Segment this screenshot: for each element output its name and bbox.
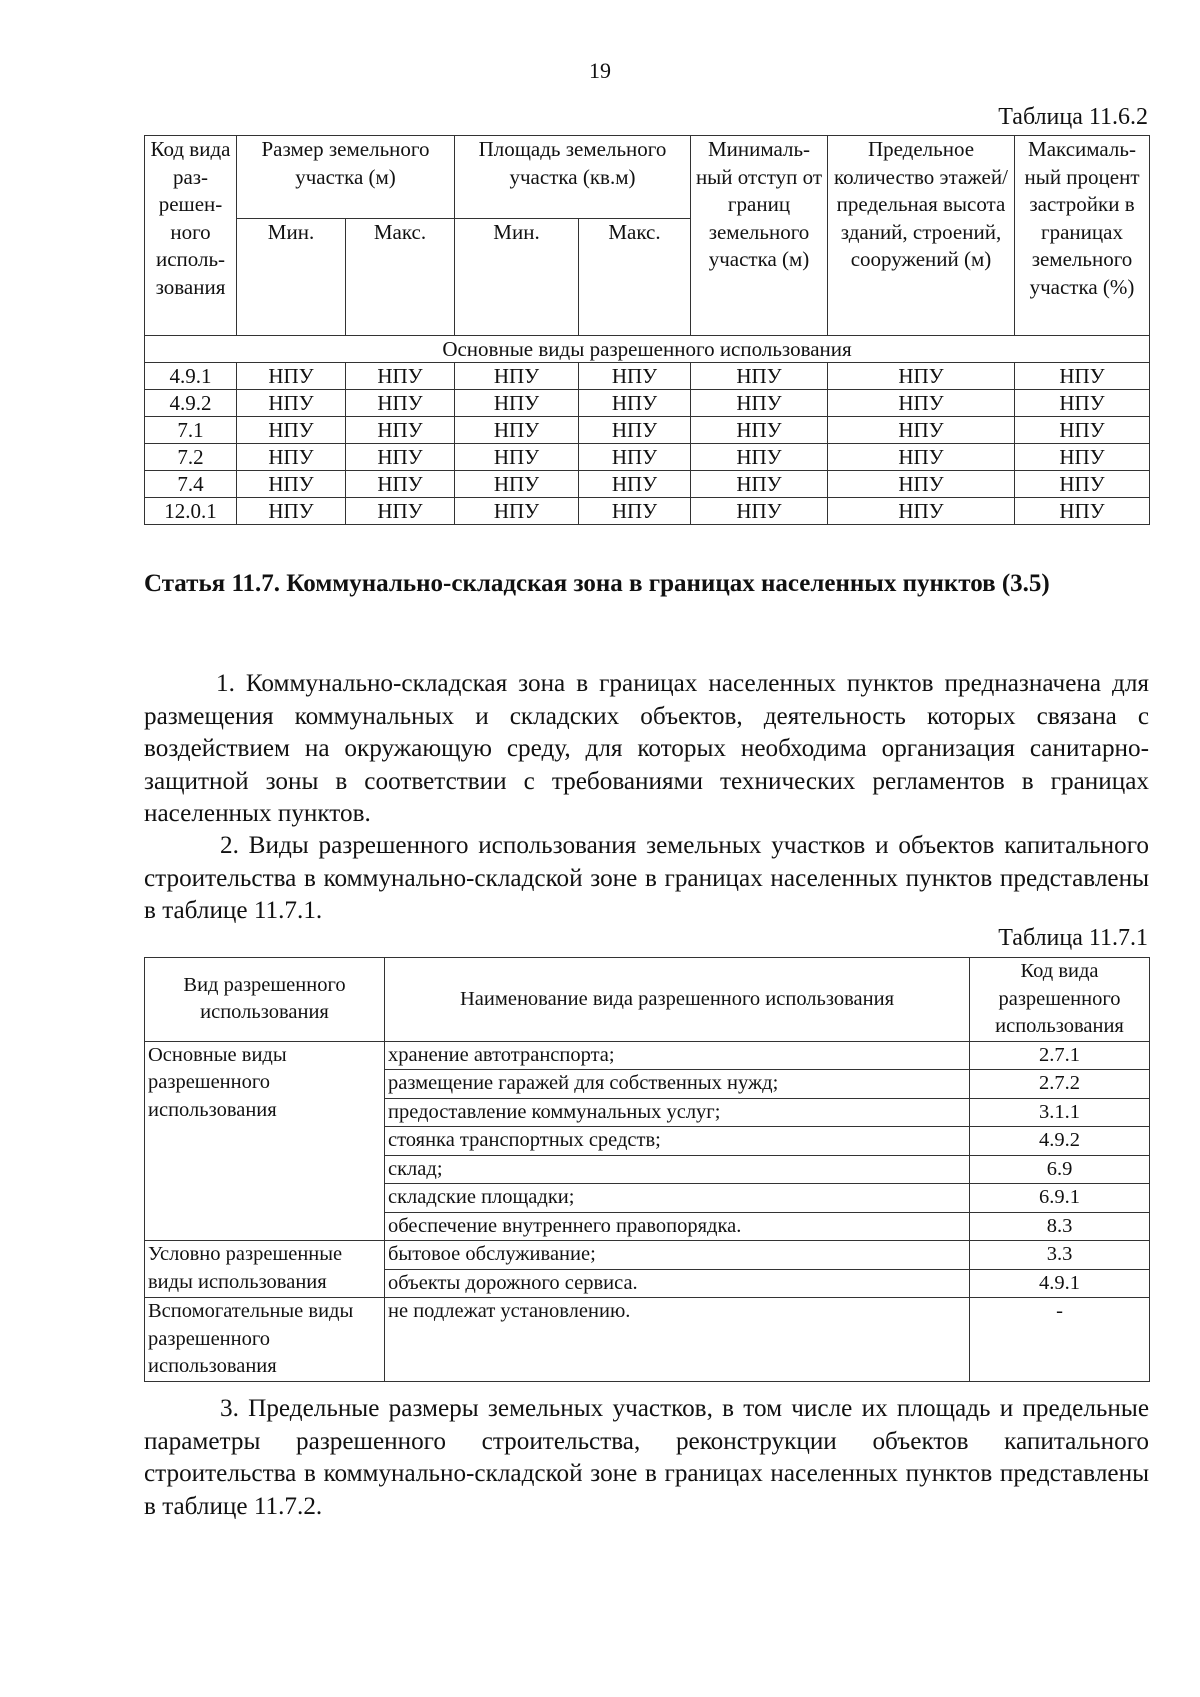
header-use-name: Наименование вида разрешенного использования <box>385 958 970 1042</box>
use-name: обеспечение внутреннего правопорядка. <box>385 1212 970 1241</box>
cell: НПУ <box>1015 417 1150 444</box>
header-size: Размер земельного участка (м) <box>237 136 455 219</box>
header-area-min: Мин. <box>455 219 579 336</box>
cell: НПУ <box>579 417 691 444</box>
table-row <box>145 1298 1150 1382</box>
use-name: размещение гаражей для собственных нужд; <box>385 1070 970 1099</box>
row-code: 12.0.1 <box>145 498 237 525</box>
header-area-max: Макс. <box>579 219 691 336</box>
group-label-auxiliary: Вспомогательные виды разрешенного использования <box>145 1298 385 1382</box>
paragraph-1: 1. Коммунально-складская зона в границах населенных пунктов предназначена для размещения коммунальных и складских объектов, деятельность которых связана с воздействием на окружающую среду, для которых необходима организация санитарно-защитной зоны в соответствии с требованиями технических регламентов в границах населенных пунктов. <box>144 670 1149 827</box>
header-floors: Предельное количество этажей/ предельная высота зданий, строений, сооружений (м) <box>828 136 1015 336</box>
header-size-min: Мин. <box>237 219 346 336</box>
header-size-max: Макс. <box>346 219 455 336</box>
use-code: 6.9.1 <box>970 1184 1150 1213</box>
table-row <box>145 363 1150 390</box>
table-row <box>145 444 1150 471</box>
use-code: 6.9 <box>970 1155 1150 1184</box>
cell: НПУ <box>455 363 579 390</box>
table-row <box>145 498 1150 525</box>
cell: НПУ <box>1015 498 1150 525</box>
header-percent: Максималь- ный процент застройки в границах земельного участка (%) <box>1015 136 1150 336</box>
cell: НПУ <box>579 363 691 390</box>
header-indent: Минималь- ный отступ от границ земельного участка (м) <box>691 136 828 336</box>
table-row <box>145 1241 1150 1270</box>
cell: НПУ <box>237 498 346 525</box>
table-caption-11-7-1: Таблица 11.7.1 <box>998 925 1148 951</box>
cell: НПУ <box>828 363 1015 390</box>
group-label-main: Основные виды разрешенного использования <box>145 1041 385 1241</box>
cell: НПУ <box>237 444 346 471</box>
table-row <box>145 417 1150 444</box>
cell: НПУ <box>346 444 455 471</box>
cell: НПУ <box>455 471 579 498</box>
cell: НПУ <box>346 471 455 498</box>
header-area: Площадь земельного участка (кв.м) <box>455 136 691 219</box>
cell: НПУ <box>828 498 1015 525</box>
use-code: 4.9.1 <box>970 1269 1150 1298</box>
cell: НПУ <box>1015 390 1150 417</box>
use-name: хранение автотранспорта; <box>385 1041 970 1070</box>
use-code: 2.7.2 <box>970 1070 1150 1099</box>
use-code: - <box>970 1298 1150 1382</box>
cell: НПУ <box>691 498 828 525</box>
table-row <box>145 390 1150 417</box>
use-name: бытовое обслуживание; <box>385 1241 970 1270</box>
article-heading: Статья 11.7. Коммунально-складская зона в границах населенных пунктов (3.5) <box>144 570 1050 597</box>
table-row <box>145 1041 1150 1070</box>
row-code: 7.2 <box>145 444 237 471</box>
permitted-use-table-11-7-1 <box>144 957 1150 1382</box>
cell: НПУ <box>1015 471 1150 498</box>
cell: НПУ <box>237 390 346 417</box>
cell: НПУ <box>346 498 455 525</box>
cell: НПУ <box>579 390 691 417</box>
cell: НПУ <box>1015 363 1150 390</box>
paragraph-3: 3. Предельные размеры земельных участков, в том числе их площадь и предельные параметры разрешенного строительства, реконструкции объектов капитального строительства в коммунально-складской зоне в границах населенных пунктов представлены в таблице 11.7.2. <box>144 1395 1149 1520</box>
row-code: 4.9.1 <box>145 363 237 390</box>
cell: НПУ <box>691 417 828 444</box>
table-row <box>145 471 1150 498</box>
use-code: 3.3 <box>970 1241 1150 1270</box>
row-code: 7.4 <box>145 471 237 498</box>
cell: НПУ <box>579 498 691 525</box>
cell: НПУ <box>691 444 828 471</box>
use-name: предоставление коммунальных услуг; <box>385 1098 970 1127</box>
row-code: 7.1 <box>145 417 237 444</box>
cell: НПУ <box>1015 444 1150 471</box>
use-name: стоянка транспортных средств; <box>385 1127 970 1156</box>
use-code: 8.3 <box>970 1212 1150 1241</box>
table-caption-11-6-2: Таблица 11.6.2 <box>998 104 1148 130</box>
cell: НПУ <box>691 363 828 390</box>
cell: НПУ <box>691 471 828 498</box>
cell: НПУ <box>691 390 828 417</box>
limits-table-11-6-2 <box>144 135 1150 525</box>
cell: НПУ <box>828 417 1015 444</box>
header-code: Код вида раз- решен- ного исполь- зования <box>145 136 237 336</box>
group-label-conditional: Условно разрешенные виды использования <box>145 1241 385 1298</box>
row-code: 4.9.2 <box>145 390 237 417</box>
header-use-code: Код вида разрешенного использования <box>970 958 1150 1042</box>
cell: НПУ <box>828 444 1015 471</box>
cell: НПУ <box>455 444 579 471</box>
use-code: 3.1.1 <box>970 1098 1150 1127</box>
header-use-type: Вид разрешенного использования <box>145 958 385 1042</box>
cell: НПУ <box>455 390 579 417</box>
cell: НПУ <box>346 363 455 390</box>
cell: НПУ <box>455 498 579 525</box>
use-name: не подлежат установлению. <box>385 1298 970 1382</box>
cell: НПУ <box>579 444 691 471</box>
cell: НПУ <box>579 471 691 498</box>
cell: НПУ <box>237 363 346 390</box>
use-name: склад; <box>385 1155 970 1184</box>
cell: НПУ <box>237 417 346 444</box>
paragraph-2: 2. Виды разрешенного использования земельных участков и объектов капитального строительства в коммунально-складской зоне в границах населенных пунктов представлены в таблице 11.7.1. <box>144 832 1149 924</box>
use-name: складские площадки; <box>385 1184 970 1213</box>
cell: НПУ <box>828 390 1015 417</box>
use-name: объекты дорожного сервиса. <box>385 1269 970 1298</box>
use-code: 4.9.2 <box>970 1127 1150 1156</box>
cell: НПУ <box>828 471 1015 498</box>
cell: НПУ <box>455 417 579 444</box>
section-label: Основные виды разрешенного использования <box>145 336 1150 363</box>
cell: НПУ <box>346 417 455 444</box>
page-number: 19 <box>589 58 611 83</box>
use-code: 2.7.1 <box>970 1041 1150 1070</box>
cell: НПУ <box>237 471 346 498</box>
cell: НПУ <box>346 390 455 417</box>
